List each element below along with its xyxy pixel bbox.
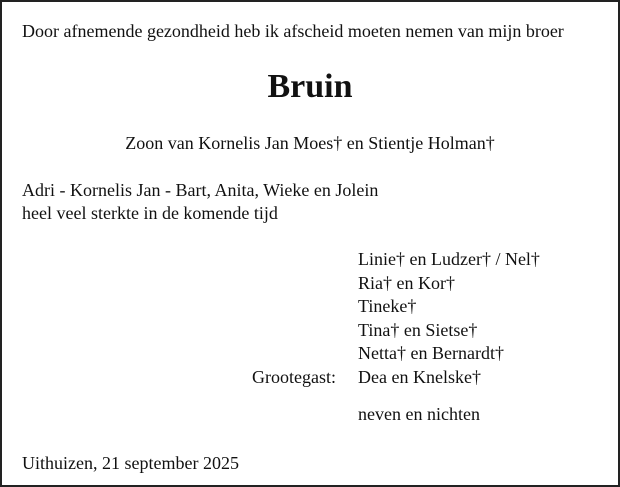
intro-text: Door afnemende gezondheid heb ik afscheid moeten nemen van mijn broer (22, 21, 564, 41)
family-line-2: heel veel sterkte in de komende tijd (22, 203, 278, 223)
relative-item: Tineke† (358, 296, 417, 316)
relative-item: Netta† en Bernardt† (358, 343, 504, 363)
relatives-list (358, 248, 540, 389)
relative-item: Dea en Knelske† (358, 366, 481, 387)
parents-text: Zoon van Kornelis Jan Moes† en Stientje Holman† (125, 133, 495, 153)
family-line-1: Adri - Kornelis Jan - Bart, Anita, Wieke en Jolein (22, 180, 379, 200)
relative-item: Tina† en Sietse† (358, 319, 478, 340)
relative-item: Ria† en Kor† (358, 272, 455, 293)
place-label: Grootegast: (252, 367, 336, 387)
place-date-footer: Uithuizen, 21 september 2025 (22, 453, 239, 473)
relative-item: Linie† en Ludzer† / Nel† (358, 249, 540, 269)
deceased-name: Bruin (267, 68, 353, 105)
cousins-text: neven en nichten (358, 404, 480, 424)
